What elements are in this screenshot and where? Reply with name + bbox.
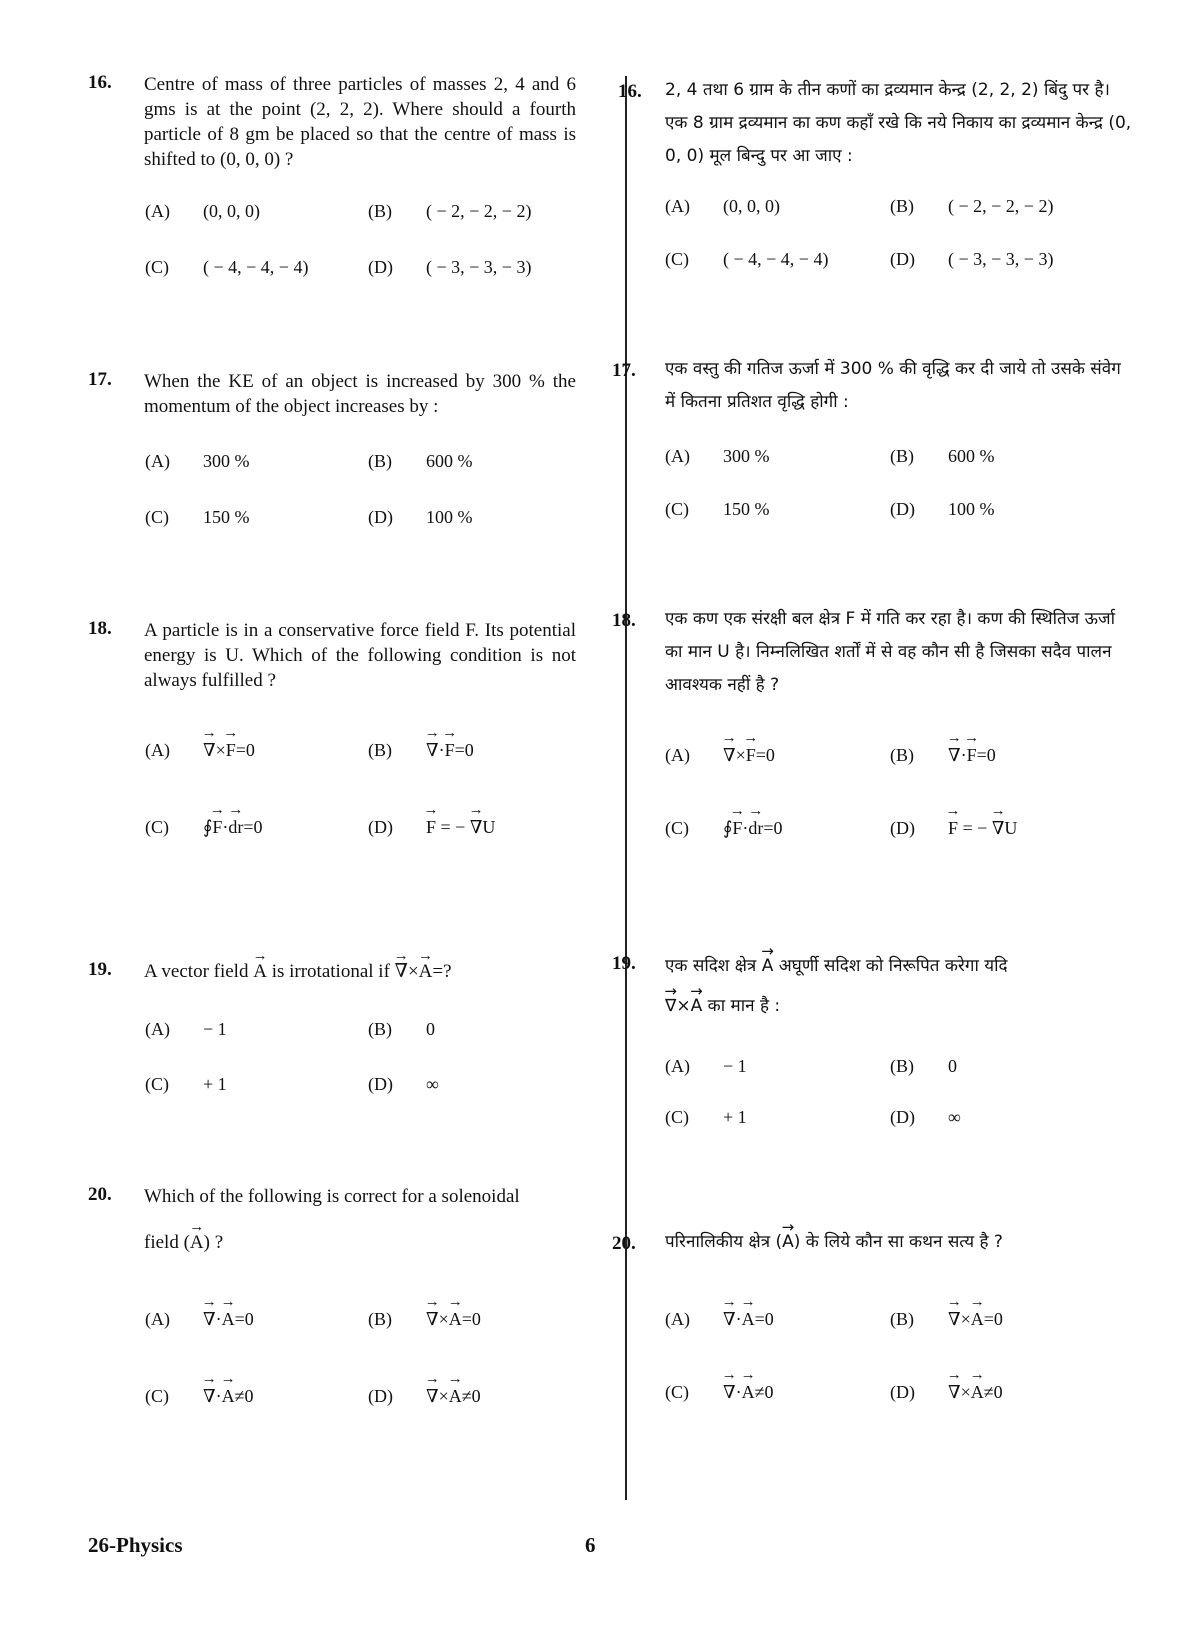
question-text: Which of the following is correct for a solenoidal — [144, 1186, 520, 1207]
question-text: Centre of mass of three particles of masses 2, 4 and 6 gms is at the point (2, 2, 2). Where should a fourth particle of 8 gm be placed so that the centre of mass is shifted to (0, 0, 0) ? — [144, 74, 576, 170]
option-b: (B) 600 % — [368, 451, 473, 471]
option-a: (A) (0, 0, 0) — [665, 196, 780, 216]
option-c: (C) + 1 — [665, 1107, 747, 1127]
option-c: (C)→ ∇·→ A≠0 — [145, 1386, 253, 1407]
option-d: (D)→ ∇×→ A≠0 — [368, 1386, 481, 1407]
option-b: (B) 0 — [368, 1019, 435, 1039]
question-text: 2, 4 तथा 6 ग्राम के तीन कणों का द्रव्यमान केन्द्र (2, 2, 2) बिंदु पर है। एक 8 ग्राम द्रव्यमान का कण कहाँ रखे कि नये निकाय का द्रव्यमान केन्द्र (0, 0, 0) मूल बिन्दु पर आ जाए : — [665, 80, 1132, 166]
option-a: (A) − 1 — [145, 1019, 227, 1039]
option-b: (B) ( − 2, − 2, − 2) — [890, 196, 1054, 216]
option-a: (A) (0, 0, 0) — [145, 201, 260, 221]
option-b: (B) 0 — [890, 1056, 957, 1076]
question-text: परिनालिकीय क्षेत्र (→ A) के लिये कौन सा कथन सत्य है ? — [665, 1226, 1155, 1259]
option-b: (B)→ ∇×→ A=0 — [368, 1309, 481, 1330]
option-d: (D)→ F = − → ∇U — [368, 817, 495, 838]
option-d: (D)→ F = − → ∇U — [890, 818, 1017, 839]
option-c: (C)→ ∇·→ A≠0 — [665, 1382, 773, 1403]
question-number: 20. — [88, 1184, 112, 1205]
option-c: (C) + 1 — [145, 1074, 227, 1094]
option-a: (A) − 1 — [665, 1056, 747, 1076]
option-d: (D) ( − 3, − 3, − 3) — [368, 257, 532, 277]
option-b: (B)→ ∇×→ A=0 — [890, 1309, 1003, 1330]
column-divider — [625, 76, 627, 1500]
option-c: (C) ∮→ F·→ dr=0 — [665, 818, 783, 839]
option-a: (A)→ ∇×→ F=0 — [665, 745, 775, 766]
option-a: (A)→ ∇·→ A=0 — [665, 1309, 774, 1330]
option-d: (D) ∞ — [890, 1107, 961, 1127]
option-d: (D) 100 % — [890, 499, 995, 519]
footer-code: 26-Physics — [88, 1533, 183, 1557]
question-number: 20. — [612, 1233, 636, 1254]
option-b: (B)→ ∇·→ F=0 — [890, 745, 996, 766]
option-c: (C) 150 % — [665, 499, 770, 519]
question-text-cont: field (→ A) ? — [144, 1230, 584, 1255]
question-number: 16. — [88, 72, 112, 93]
question-text: एक वस्तु की गतिज ऊर्जा में 300 % की वृद्धि कर दी जाये तो उसके संवेग में कितना प्रतिशत वृद्धि होगी : — [665, 359, 1121, 412]
option-b: (B)→ ∇·→ F=0 — [368, 740, 474, 761]
option-a: (A) 300 % — [665, 446, 770, 466]
option-a: (A)→ ∇·→ A=0 — [145, 1309, 254, 1330]
page-number: 6 — [585, 1533, 596, 1557]
option-b: (B) 600 % — [890, 446, 995, 466]
option-d: (D) ∞ — [368, 1074, 439, 1094]
question-number: 16. — [618, 81, 642, 102]
option-a: (A) 300 % — [145, 451, 250, 471]
option-d: (D) ( − 3, − 3, − 3) — [890, 249, 1054, 269]
question-number: 18. — [612, 610, 636, 631]
question-text: A particle is in a conservative force field F. Its potential energy is U. Which of the following condition is not always fulfilled ? — [144, 620, 576, 691]
question-number: 18. — [88, 618, 112, 639]
option-c: (C) 150 % — [145, 507, 250, 527]
question-text: एक सदिश क्षेत्र → A अघूर्णी सदिश को निरूपित करेगा यदि → ∇×→ A का मान है : — [665, 946, 1145, 1026]
option-d: (D)→ ∇×→ A≠0 — [890, 1382, 1003, 1403]
question-number: 17. — [612, 360, 636, 381]
question-number: 19. — [88, 959, 112, 980]
option-a: (A)→ ∇×→ F=0 — [145, 740, 255, 761]
option-d: (D) 100 % — [368, 507, 473, 527]
option-c: (C) ( − 4, − 4, − 4) — [665, 249, 829, 269]
question-text: A vector field → A is irrotational if → ∇×→ A=? — [144, 959, 584, 984]
option-c: (C) ∮→ F·→ dr=0 — [145, 817, 263, 838]
question-text: When the KE of an object is increased by 300 % the momentum of the object increases by : — [144, 371, 576, 417]
option-c: (C) ( − 4, − 4, − 4) — [145, 257, 309, 277]
question-text: एक कण एक संरक्षी बल क्षेत्र F में गति कर रहा है। कण की स्थितिज ऊर्जा का मान U है। निम्नलिखित शर्तों में से वह कौन सी है जिसका सदैव पालन आवश्यक नहीं है ? — [665, 609, 1116, 695]
question-number: 19. — [612, 953, 636, 974]
option-b: (B) ( − 2, − 2, − 2) — [368, 201, 532, 221]
question-number: 17. — [88, 369, 112, 390]
